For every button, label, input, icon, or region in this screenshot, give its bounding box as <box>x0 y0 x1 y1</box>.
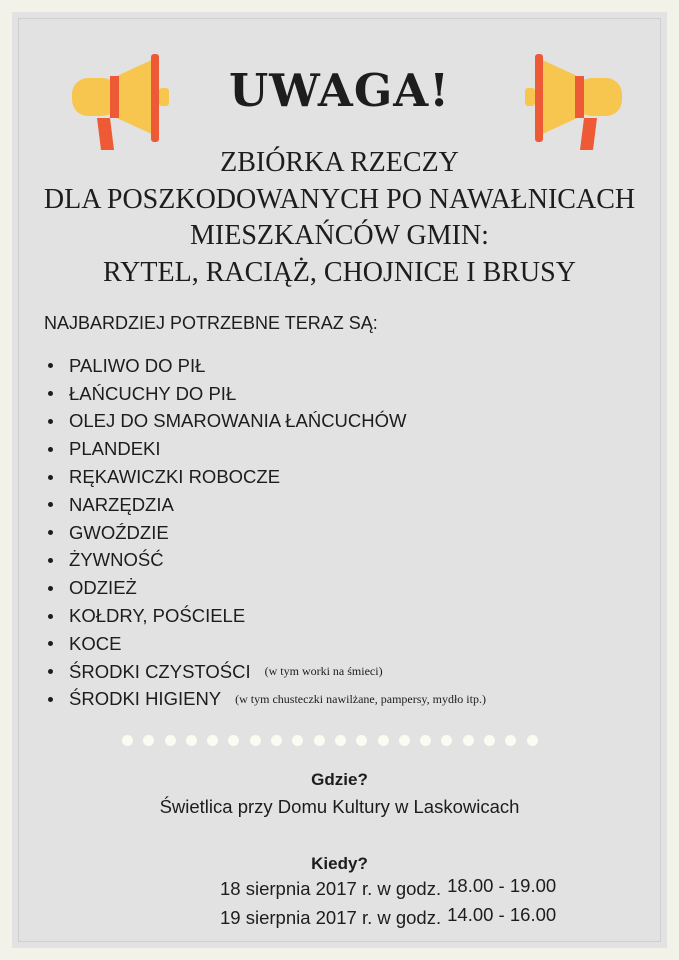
divider-dot <box>335 735 346 746</box>
when-time: 14.00 - 16.00 <box>447 904 557 925</box>
divider-dot <box>207 735 218 746</box>
item-label: PALIWO DO PIŁ <box>69 354 206 376</box>
bullet-icon <box>48 530 53 535</box>
list-item <box>48 630 486 658</box>
divider-dot <box>186 735 197 746</box>
list-item <box>48 435 486 463</box>
list-item <box>48 380 486 408</box>
where-place: Świetlica przy Domu Kultury w Laskowicach <box>159 796 520 817</box>
item-label: GWOŹDZIE <box>69 521 169 543</box>
divider-dot <box>122 735 133 746</box>
item-note: (w tym worki na śmieci) <box>264 664 383 679</box>
when-date-row <box>220 875 557 900</box>
item-label: PLANDEKI <box>69 438 161 460</box>
when-label: Kiedy? <box>311 854 368 873</box>
list-item <box>48 574 486 602</box>
item-note: (w tym chusteczki nawilżane, pampersy, mydło itp.) <box>235 691 486 706</box>
divider-dot <box>463 735 474 746</box>
bullet-icon <box>48 447 53 452</box>
bullet-icon <box>48 502 53 507</box>
divider-dot <box>292 735 303 746</box>
needs-list <box>48 352 486 713</box>
divider-dot <box>399 735 410 746</box>
divider-dot <box>505 735 516 746</box>
where-label: Gdzie? <box>311 770 368 789</box>
divider-dot <box>271 735 282 746</box>
bullet-icon <box>48 641 53 646</box>
bullet-icon <box>48 363 53 368</box>
bullet-icon <box>48 614 53 619</box>
list-item <box>48 658 486 686</box>
when-time: 18.00 - 19.00 <box>447 875 557 896</box>
item-label: RĘKAWICZKI ROBOCZE <box>69 466 281 488</box>
item-label: KOŁDRY, POŚCIELE <box>69 605 246 627</box>
bullet-icon <box>48 419 53 424</box>
bullet-icon <box>48 697 53 702</box>
divider-dot <box>527 735 538 746</box>
divider-dot <box>314 735 325 746</box>
divider-dot <box>378 735 389 746</box>
bullet-icon <box>48 586 53 591</box>
bullet-icon <box>48 558 53 563</box>
item-label: KOCE <box>69 632 122 654</box>
divider-dot <box>356 735 367 746</box>
bullet-icon <box>48 475 53 480</box>
item-label: ŁAŃCUCHY DO PIŁ <box>69 382 237 404</box>
divider-dot <box>228 735 239 746</box>
needs-intro: NAJBARDZIEJ POTRZEBNE TERAZ SĄ: <box>44 313 378 333</box>
item-label: OLEJ DO SMAROWANIA ŁAŃCUCHÓW <box>69 410 407 432</box>
divider-dot <box>250 735 261 746</box>
list-item <box>48 686 486 714</box>
divider-dot <box>484 735 495 746</box>
when-date-row <box>220 904 557 929</box>
heading-line: MIESZKAŃCÓW GMIN: <box>190 220 489 251</box>
heading-line: DLA POSZKODOWANYCH PO NAWAŁNICACH <box>43 183 636 215</box>
divider-dot <box>143 735 154 746</box>
bullet-icon <box>48 669 53 674</box>
list-item <box>48 491 486 519</box>
item-label: ŻYWNOŚĆ <box>69 549 164 571</box>
when-date: 18 sierpnia 2017 r. w godz. <box>220 878 442 899</box>
when-date: 19 sierpnia 2017 r. w godz. <box>220 907 442 928</box>
divider-dot <box>420 735 431 746</box>
poster-heading <box>12 145 667 291</box>
item-label: NARZĘDZIA <box>69 493 174 515</box>
item-label: ŚRODKI CZYSTOŚCI <box>69 660 251 682</box>
dotted-divider <box>122 735 538 746</box>
list-item <box>48 519 486 547</box>
item-label: ŚRODKI HIGIENY <box>69 688 222 710</box>
list-item <box>48 602 486 630</box>
list-item <box>48 463 486 491</box>
divider-dot <box>165 735 176 746</box>
bullet-icon <box>48 391 53 396</box>
list-item <box>48 547 486 575</box>
heading-line: RYTEL, RACIĄŻ, CHOJNICE I BRUSY <box>103 256 576 288</box>
item-label: ODZIEŻ <box>69 577 137 599</box>
poster-title: UWAGA! <box>229 64 450 117</box>
heading-line: ZBIÓRKA RZECZY <box>220 147 459 178</box>
list-item <box>48 352 486 380</box>
list-item <box>48 408 486 436</box>
divider-dot <box>441 735 452 746</box>
